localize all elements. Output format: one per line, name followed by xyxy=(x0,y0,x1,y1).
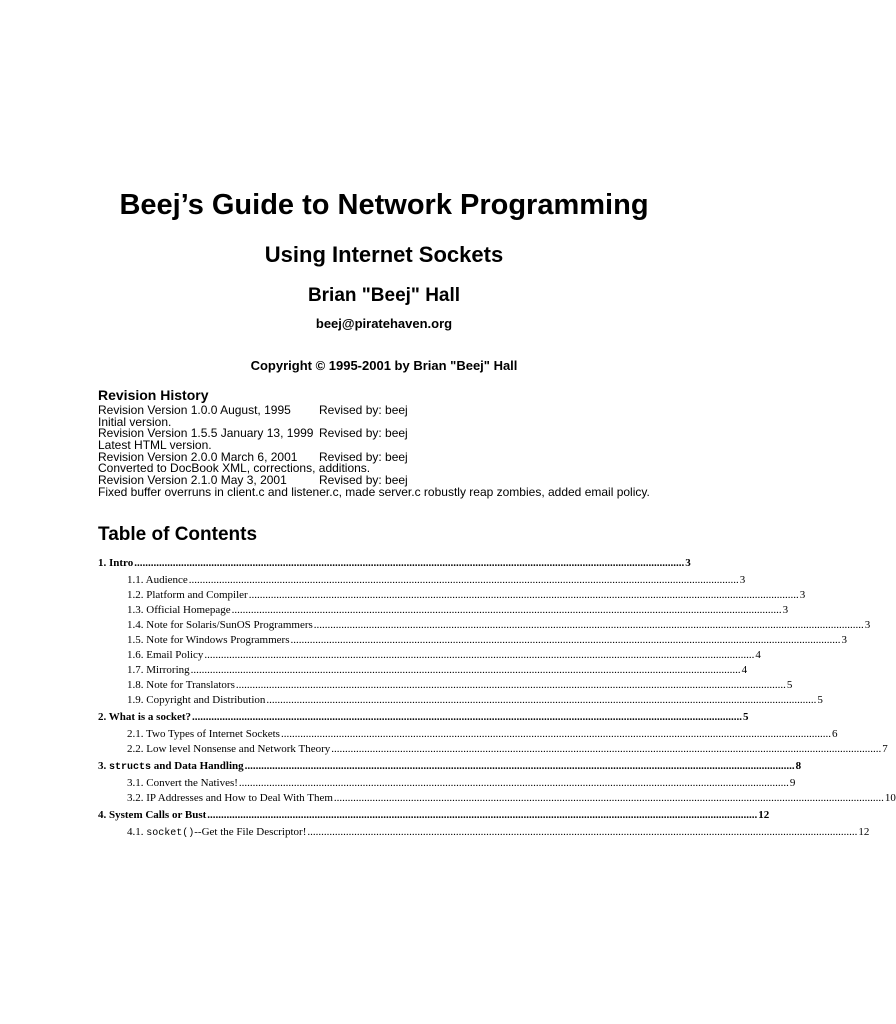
toc-entry-label: 1.7. Mirroring xyxy=(127,664,190,676)
revision-note: Initial version. xyxy=(98,414,172,429)
toc-page-number: 3 xyxy=(864,619,871,631)
dot-leader: ........................................................................................................................................................................................................ xyxy=(266,694,817,706)
toc-entry-label: 1.1. Audience xyxy=(127,574,188,586)
toc-entry-chapter-2[interactable] xyxy=(98,710,749,725)
dot-leader: ........................................................................................................................................................................................................ xyxy=(188,574,739,586)
dot-leader: ........................................................................................................................................................................................................ xyxy=(313,619,864,631)
toc-entry-label: 1. Intro xyxy=(98,557,134,569)
toc-entry-1-1[interactable] xyxy=(98,573,746,588)
revision-version: Revision Version 1.5.5 January 13, 1999 xyxy=(98,426,314,441)
toc-entry-3-1[interactable] xyxy=(98,776,796,791)
toc-page-number: 7 xyxy=(882,743,888,755)
dot-leader: ........................................................................................................................................................................................................ xyxy=(244,760,795,772)
copyright-notice: Copyright © 1995-2001 by Brian "Beej" Hall xyxy=(250,358,518,373)
revision-author: Revised by: beej xyxy=(319,473,408,488)
toc-entry-label: 1.9. Copyright and Distribution xyxy=(127,694,266,706)
toc-entry-label: 1.2. Platform and Compiler xyxy=(127,589,248,601)
revision-version: Revision Version 2.0.0 March 6, 2001 xyxy=(98,449,298,464)
dot-leader: ........................................................................................................................................................................................................ xyxy=(238,777,789,789)
document-subtitle: Using Internet Sockets xyxy=(264,242,504,267)
dot-leader: ........................................................................................................................................................................................................ xyxy=(290,634,841,646)
toc-page-number: 4 xyxy=(755,649,761,661)
toc-entry-label xyxy=(127,825,306,841)
toc-entry-label: 4. System Calls or Bust xyxy=(98,809,207,821)
toc-heading: Table of Contents xyxy=(98,524,258,545)
toc-label-suffix: --Get the File Descriptor! xyxy=(194,826,307,838)
toc-entry-1-2[interactable] xyxy=(98,588,806,603)
toc-entry-1-8[interactable] xyxy=(98,678,793,693)
toc-entry-chapter-1[interactable] xyxy=(98,556,691,571)
toc-label-prefix: 4.1. xyxy=(127,826,147,838)
toc-entry-label: 3.1. Convert the Natives! xyxy=(127,777,238,789)
toc-page-number: 3 xyxy=(782,604,789,616)
revision-note: Latest HTML version. xyxy=(98,438,212,453)
toc-page-number: 8 xyxy=(795,760,802,772)
toc-page-number: 3 xyxy=(685,557,691,569)
dot-leader: ........................................................................................................................................................................................................ xyxy=(204,649,755,661)
toc-page-number: 3 xyxy=(799,589,806,601)
dot-leader: ........................................................................................................................................................................................................ xyxy=(248,589,799,601)
toc-entry-label xyxy=(98,759,244,775)
toc-entry-label: 1.4. Note for Solaris/SunOS Programmers xyxy=(127,619,313,631)
dot-leader: ........................................................................................................................................................................................................ xyxy=(231,604,782,616)
toc-entry-label: 2.2. Low level Nonsense and Network Theory xyxy=(127,743,331,755)
toc-entry-1-7[interactable] xyxy=(98,663,748,678)
dot-leader: ........................................................................................................................................................................................................ xyxy=(333,792,884,804)
toc-entry-label: 3.2. IP Addresses and How to Deal With Them xyxy=(127,792,333,804)
toc-page-number: 3 xyxy=(841,634,847,646)
toc-page-number: 4 xyxy=(741,664,748,676)
toc-entry-1-3[interactable] xyxy=(98,603,789,618)
toc-page-number: 3 xyxy=(739,574,746,586)
revision-history xyxy=(98,405,698,499)
toc-label-code: socket() xyxy=(146,828,195,839)
toc-label-code: structs xyxy=(109,762,152,773)
toc-entry-label: 2. What is a socket? xyxy=(98,711,191,723)
revision-author: Revised by: beej xyxy=(319,403,408,417)
toc-entry-label: 2.1. Two Types of Internet Sockets xyxy=(127,728,280,740)
table-of-contents xyxy=(98,556,896,840)
dot-leader: ........................................................................................................................................................................................................ xyxy=(307,826,858,838)
toc-entry-label: 1.6. Email Policy xyxy=(127,649,204,661)
toc-entry-2-2[interactable] xyxy=(98,742,888,757)
revision-version: Revision Version 2.1.0 May 3, 2001 xyxy=(98,473,287,488)
toc-page-number: 6 xyxy=(831,728,838,740)
dot-leader: ........................................................................................................................................................................................................ xyxy=(235,679,786,691)
toc-entry-1-6[interactable] xyxy=(98,648,761,663)
toc-entry-2-1[interactable] xyxy=(98,727,838,742)
toc-entry-1-9[interactable] xyxy=(98,693,823,708)
dot-leader: ........................................................................................................................................................................................................ xyxy=(134,557,685,569)
revision-history-heading: Revision History xyxy=(98,387,209,403)
toc-entry-1-4[interactable] xyxy=(98,618,871,633)
toc-entry-label: 1.8. Note for Translators xyxy=(127,679,235,691)
dot-leader: ........................................................................................................................................................................................................ xyxy=(190,664,741,676)
revision-version: Revision Version 1.0.0 August, 1995 xyxy=(98,403,291,417)
author-email: beej@piratehaven.org xyxy=(315,316,453,331)
toc-page-number: 5 xyxy=(786,679,793,691)
dot-leader: ........................................................................................................................................................................................................ xyxy=(280,728,831,740)
toc-page-number: 5 xyxy=(817,694,823,706)
document-title: Beej’s Guide to Network Programming xyxy=(119,189,649,221)
toc-entry-chapter-4[interactable] xyxy=(98,808,770,823)
toc-page-number: 5 xyxy=(743,711,749,723)
toc-page-number: 9 xyxy=(789,777,796,789)
revision-note: Fixed buffer overruns in client.c and listener.c, made server.c robustly reap zombies, added email policy. xyxy=(98,484,650,499)
toc-entry-3-2[interactable] xyxy=(98,791,896,806)
toc-entry-1-5[interactable] xyxy=(98,633,847,648)
toc-label-prefix: 3. xyxy=(98,760,109,772)
toc-label-suffix: and Data Handling xyxy=(151,760,244,772)
dot-leader: ........................................................................................................................................................................................................ xyxy=(331,743,882,755)
toc-page-number: 12 xyxy=(858,826,870,838)
toc-entry-4-1[interactable] xyxy=(98,825,870,840)
dot-leader: ........................................................................................................................................................................................................ xyxy=(207,809,758,821)
revision-note: Converted to DocBook XML, corrections, additions. xyxy=(98,461,371,476)
revision-author: Revised by: beej xyxy=(319,426,408,441)
toc-entry-label: 1.3. Official Homepage xyxy=(127,604,231,616)
toc-entry-label: 1.5. Note for Windows Programmers xyxy=(127,634,290,646)
revision-author: Revised by: beej xyxy=(319,449,408,464)
dot-leader: ........................................................................................................................................................................................................ xyxy=(192,711,742,723)
revision-entry xyxy=(98,405,698,417)
toc-page-number: 10 xyxy=(884,792,896,804)
toc-page-number: 12 xyxy=(758,809,770,821)
toc-entry-chapter-3[interactable] xyxy=(98,759,802,774)
author-name: Brian "Beej" Hall xyxy=(307,285,461,306)
